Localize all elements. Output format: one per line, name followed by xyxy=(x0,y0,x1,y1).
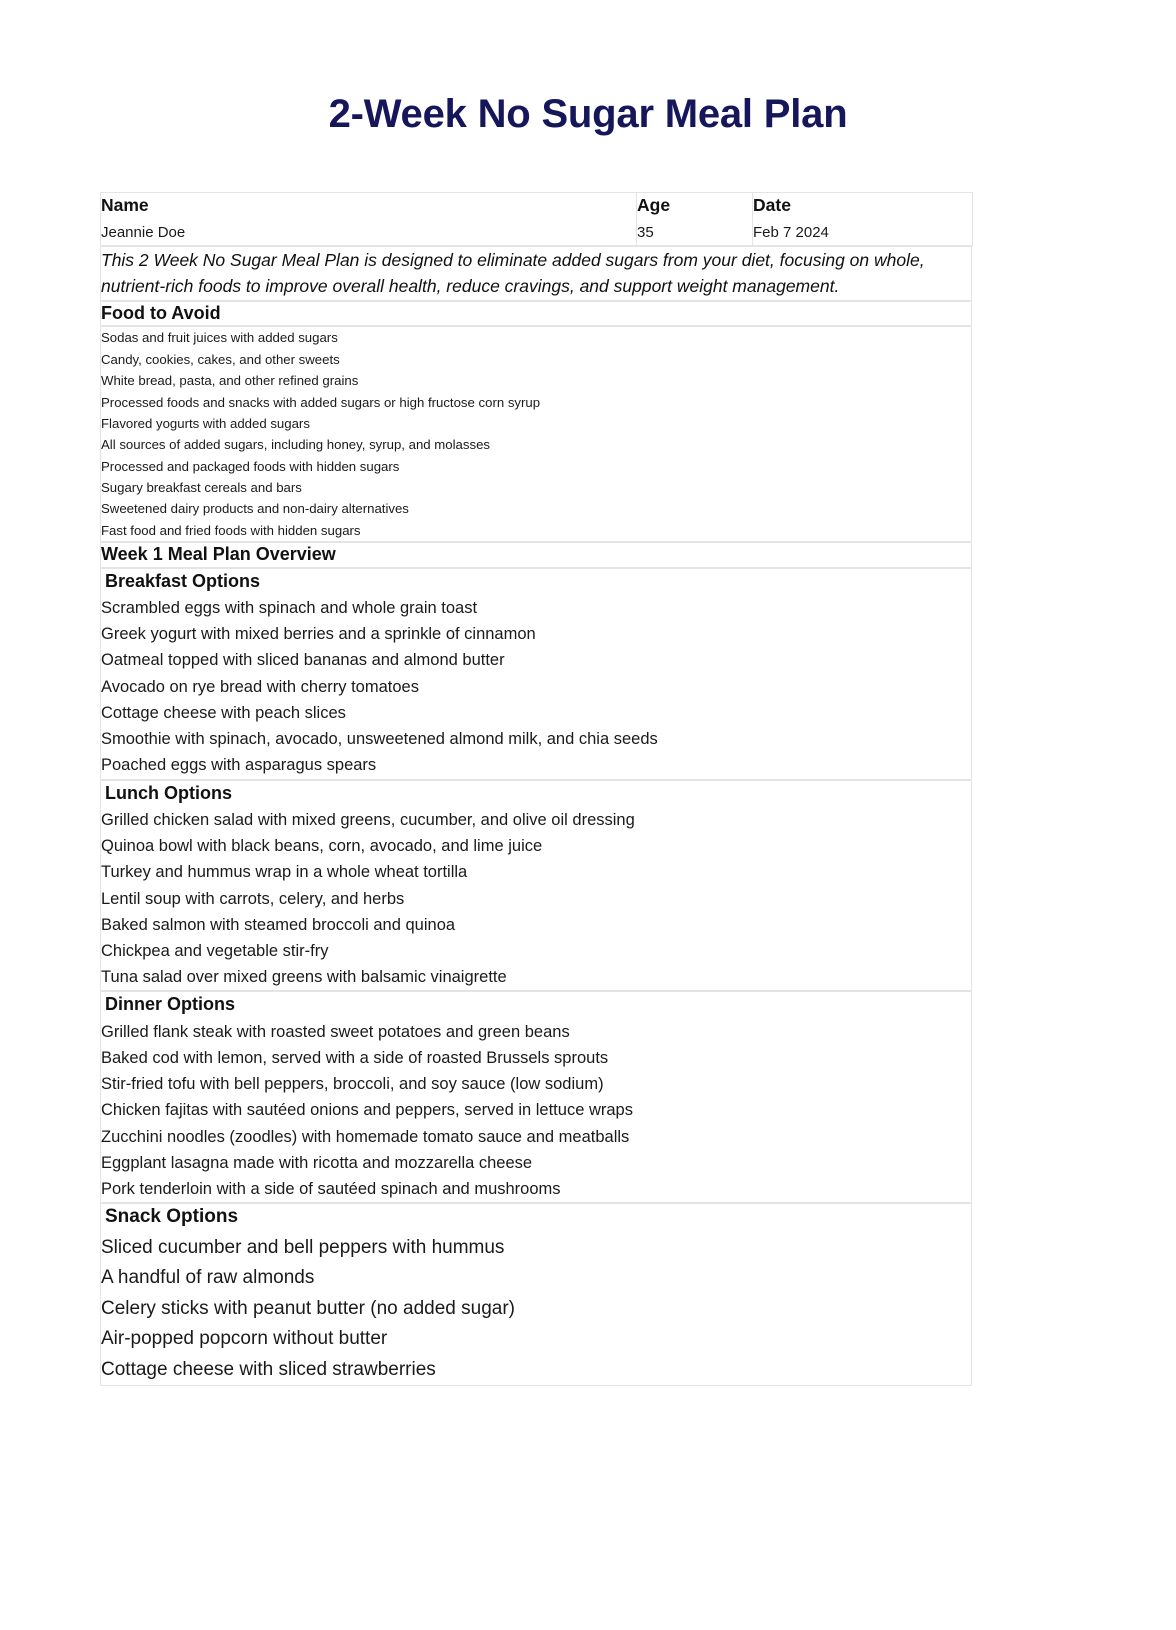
list-item: White bread, pasta, and other refined grains xyxy=(101,373,359,389)
date-cell xyxy=(753,193,973,246)
dinner-heading: Dinner Options xyxy=(105,994,235,1015)
list-item: Scrambled eggs with spinach and whole grain toast xyxy=(101,598,478,617)
table-row xyxy=(101,780,972,991)
list-item: Sliced cucumber and bell peppers with hummus xyxy=(101,1237,505,1259)
list-item: Oatmeal topped with sliced bananas and almond butter xyxy=(101,651,505,670)
food-to-avoid-list-table xyxy=(100,326,972,542)
week1-header-table xyxy=(100,542,972,567)
intro-text: This 2 Week No Sugar Meal Plan is designed to eliminate added sugars from your diet, focusing on whole, nutrient-rich foods to improve overall health, reduce cravings, and support weight management. xyxy=(101,249,925,297)
list-item: Zucchini noodles (zoodles) with homemade tomato sauce and meatballs xyxy=(101,1127,630,1146)
table-row xyxy=(101,246,972,300)
list-item: Sugary breakfast cereals and bars xyxy=(101,480,302,496)
list-item: Cottage cheese with sliced strawberries xyxy=(101,1358,436,1380)
list-item: Sodas and fruit juices with added sugars xyxy=(101,330,338,346)
snack-heading: Snack Options xyxy=(105,1206,239,1228)
identity-table xyxy=(100,192,973,246)
table-row xyxy=(101,193,973,246)
breakfast-table xyxy=(100,568,972,780)
age-cell xyxy=(637,193,753,246)
table-row xyxy=(101,1204,972,1386)
intro-table xyxy=(100,246,972,301)
food-to-avoid-header-table xyxy=(100,301,972,326)
food-to-avoid-header-cell xyxy=(101,302,972,326)
list-item: Baked salmon with steamed broccoli and quinoa xyxy=(101,915,456,934)
name-value: Jeannie Doe xyxy=(101,224,186,242)
table-row xyxy=(101,327,972,542)
list-item: Tuna salad over mixed greens with balsamic vinaigrette xyxy=(101,968,507,987)
dinner-list xyxy=(101,1019,971,1203)
list-item: All sources of added sugars, including honey, syrup, and molasses xyxy=(101,437,491,453)
table-row xyxy=(101,302,972,326)
breakfast-list xyxy=(101,595,971,779)
age-label: Age xyxy=(637,195,671,215)
list-item: Eggplant lasagna made with ricotta and mozzarella cheese xyxy=(101,1153,533,1172)
list-item: Pork tenderloin with a side of sautéed spinach and mushrooms xyxy=(101,1180,561,1199)
week1-header-cell xyxy=(101,543,972,567)
table-row xyxy=(101,543,972,567)
list-item: Grilled chicken salad with mixed greens, cucumber, and olive oil dressing xyxy=(101,810,635,829)
meal-plan-sheet xyxy=(100,192,972,1386)
page-title: 2-Week No Sugar Meal Plan xyxy=(328,92,848,136)
lunch-table xyxy=(100,780,972,992)
intro-cell xyxy=(101,246,972,300)
list-item: Fast food and fried foods with hidden sugars xyxy=(101,522,361,538)
list-item: Turkey and hummus wrap in a whole wheat tortilla xyxy=(101,863,468,882)
age-value: 35 xyxy=(637,224,654,242)
list-item: Candy, cookies, cakes, and other sweets xyxy=(101,351,340,367)
list-item: Lentil soup with carrots, celery, and herbs xyxy=(101,889,405,908)
snack-cell xyxy=(101,1204,972,1386)
list-item: Air-popped popcorn without butter xyxy=(101,1328,388,1350)
list-item: Grilled flank steak with roasted sweet potatoes and green beans xyxy=(101,1022,570,1041)
list-item: Poached eggs with asparagus spears xyxy=(101,756,377,775)
list-item: Smoothie with spinach, avocado, unsweetened almond milk, and chia seeds xyxy=(101,730,658,749)
table-row xyxy=(101,992,972,1203)
date-value: Feb 7 2024 xyxy=(753,224,829,242)
snack-table xyxy=(100,1203,972,1386)
dinner-cell xyxy=(101,992,972,1203)
food-to-avoid-list xyxy=(101,327,971,541)
list-item: Chickpea and vegetable stir-fry xyxy=(101,942,329,960)
breakfast-heading: Breakfast Options xyxy=(105,570,261,591)
breakfast-cell xyxy=(101,568,972,779)
list-item: Avocado on rye bread with cherry tomatoes xyxy=(101,677,419,696)
dinner-table xyxy=(100,991,972,1203)
list-item: Cottage cheese with peach slices xyxy=(101,703,346,722)
list-item: Sweetened dairy products and non-dairy alternatives xyxy=(101,501,409,517)
name-label: Name xyxy=(101,195,149,215)
list-item: Processed and packaged foods with hidden sugars xyxy=(101,458,400,474)
week1-heading: Week 1 Meal Plan Overview xyxy=(101,544,336,565)
lunch-list xyxy=(101,807,971,991)
list-item: Baked cod with lemon, served with a side of roasted Brussels sprouts xyxy=(101,1049,609,1067)
name-cell xyxy=(101,193,637,246)
food-to-avoid-heading: Food to Avoid xyxy=(101,303,221,324)
list-item: A handful of raw almonds xyxy=(101,1267,315,1289)
list-item: Greek yogurt with mixed berries and a sprinkle of cinnamon xyxy=(101,625,536,644)
list-item: Celery sticks with peanut butter (no added sugar) xyxy=(101,1297,515,1319)
snack-list xyxy=(101,1233,971,1385)
date-label: Date xyxy=(753,195,791,215)
list-item: Quinoa bowl with black beans, corn, avocado, and lime juice xyxy=(101,837,543,856)
table-row xyxy=(101,568,972,779)
list-item: Stir-fried tofu with bell peppers, broccoli, and soy sauce (low sodium) xyxy=(101,1075,604,1094)
list-item: Chicken fajitas with sautéed onions and peppers, served in lettuce wraps xyxy=(101,1101,633,1120)
list-item: Flavored yogurts with added sugars xyxy=(101,415,310,431)
food-to-avoid-list-cell xyxy=(101,327,972,542)
lunch-heading: Lunch Options xyxy=(105,782,232,803)
list-item: Processed foods and snacks with added sugars or high fructose corn syrup xyxy=(101,394,541,410)
lunch-cell xyxy=(101,780,972,991)
